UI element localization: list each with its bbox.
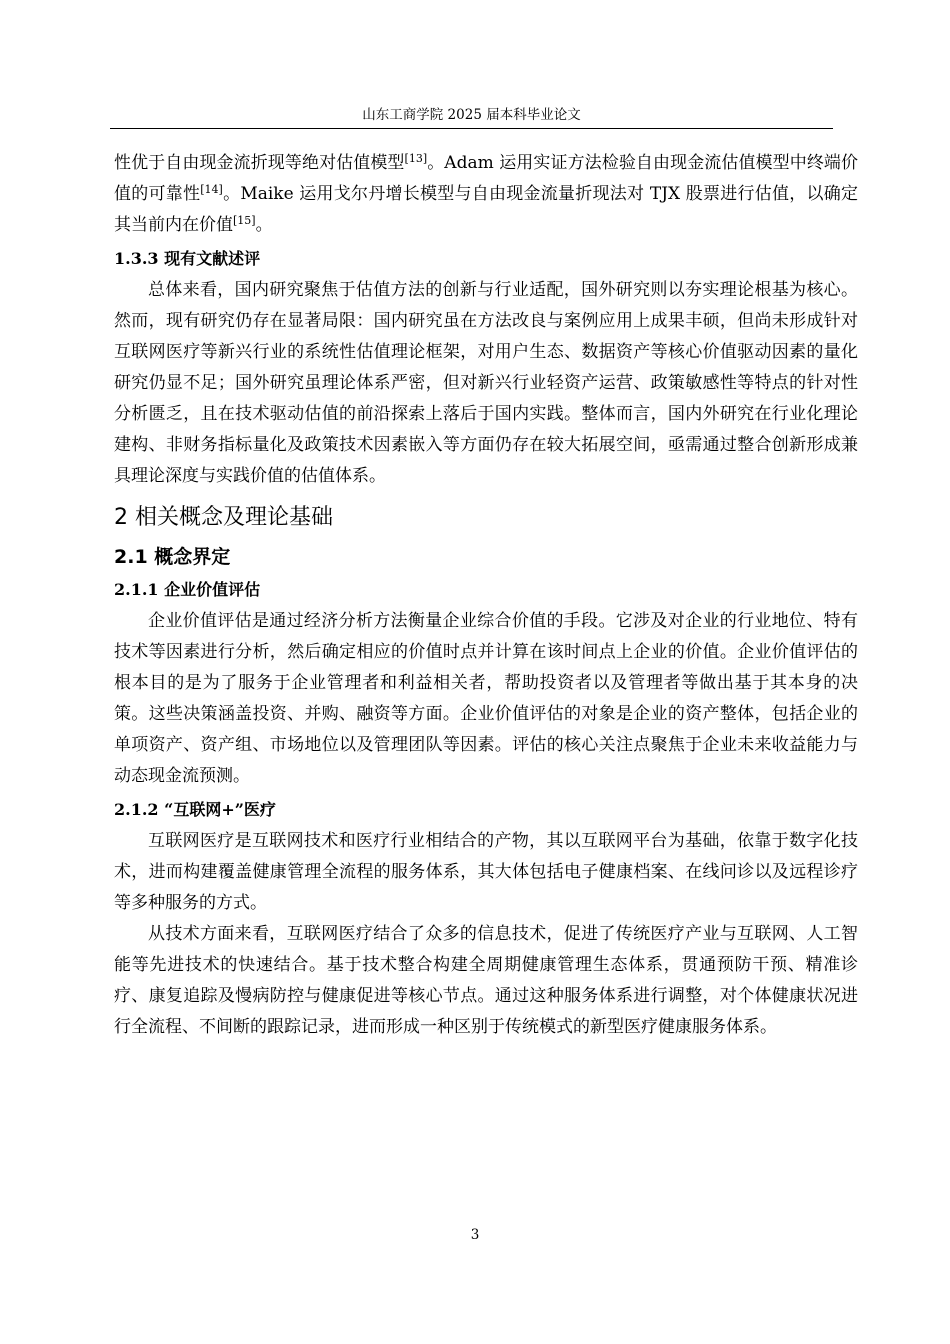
text-run: 。Maike 运用戈尔丹增长模型与自由现金流量折现法对 TJX 股票进行估值，以确定其当前内在价值	[114, 184, 858, 235]
text-run: 。	[255, 215, 273, 235]
paragraph-internet-healthcare-definition: 互联网医疗是互联网技术和医疗行业相结合的产物，其以互联网平台为基础，依靠于数字化技术，进而构建覆盖健康管理全流程的服务体系，其大体包括电子健康档案、在线问诊以及远程诊疗等多种服务的方式。	[114, 831, 858, 913]
paragraph-foreign-research	[114, 148, 858, 241]
header-rule	[110, 128, 833, 129]
paragraph-literature-review: 总体来看，国内研究聚焦于估值方法的创新与行业适配，国外研究则以夯实理论根基为核心。然而，现有研究仍存在显著局限：国内研究虽在方法改良与案例应用上成果丰硕，但尚未形成针对互联网医疗等新兴行业的系统性估值理论框架，对用户生态、数据资产等核心价值驱动因素的量化研究仍显不足；国外研究虽理论体系严密，但对新兴行业轻资产运营、政策敏感性等特点的针对性分析匮乏，且在技术驱动估值的前沿探索上落后于国内实践。整体而言，国内外研究在行业化理论建构、非财务指标量化及政策技术因素嵌入等方面仍存在较大拓展空间，亟需通过整合创新形成兼具理论深度与实践价值的估值体系。	[114, 280, 858, 486]
page-body	[114, 148, 858, 1043]
paragraph-internet-healthcare-technology: 从技术方面来看，互联网医疗结合了众多的信息技术，促进了传统医疗产业与互联网、人工智能等先进技术的快速结合。基于技术整合构建全周期健康管理生态体系，贯通预防干预、精准诊疗、康复追踪及慢病防控与健康促进等核心节点。通过这种服务体系进行调整，对个体健康状况进行全流程、不间断的跟踪记录，进而形成一种区别于传统模式的新型医疗健康服务体系。	[114, 924, 858, 1037]
text-run: 性优于自由现金流折现等绝对估值模型	[114, 153, 405, 173]
citation-13: [13]	[404, 152, 428, 165]
chapter-heading-2: 2 相关概念及理论基础	[114, 505, 333, 530]
page-number: 3	[470, 1227, 480, 1243]
paragraph-enterprise-valuation: 企业价值评估是通过经济分析方法衡量企业综合价值的手段。它涉及对企业的行业地位、特有技术等因素进行分析，然后确定相应的价值时点并计算在该时间点上企业的价值。企业价值评估的根本目的是为了服务于企业管理者和利益相关者，帮助投资者以及管理者等做出基于其本身的决策。这些决策涵盖投资、并购、融资等方面。企业价值评估的对象是企业的资产整体，包括企业的单项资产、资产组、市场地位以及管理团队等因素。评估的核心关注点聚焦于企业未来收益能力与动态现金流预测。	[114, 611, 858, 786]
heading-2-1: 2.1 概念界定	[114, 546, 231, 568]
heading-2-1-2: 2.1.2 “互联网+”医疗	[114, 800, 276, 819]
citation-14: [14]	[200, 183, 223, 196]
heading-1-3-3: 1.3.3 现有文献述评	[114, 249, 261, 268]
citation-15: [15]	[233, 214, 256, 227]
heading-2-1-1: 2.1.1 企业价值评估	[114, 580, 261, 599]
text-run: 。Adam 运用实证方法检验自由现金流估值模型中终端价值的可靠性	[114, 153, 858, 204]
running-header: 山东工商学院 2025 届本科毕业论文	[362, 107, 581, 123]
